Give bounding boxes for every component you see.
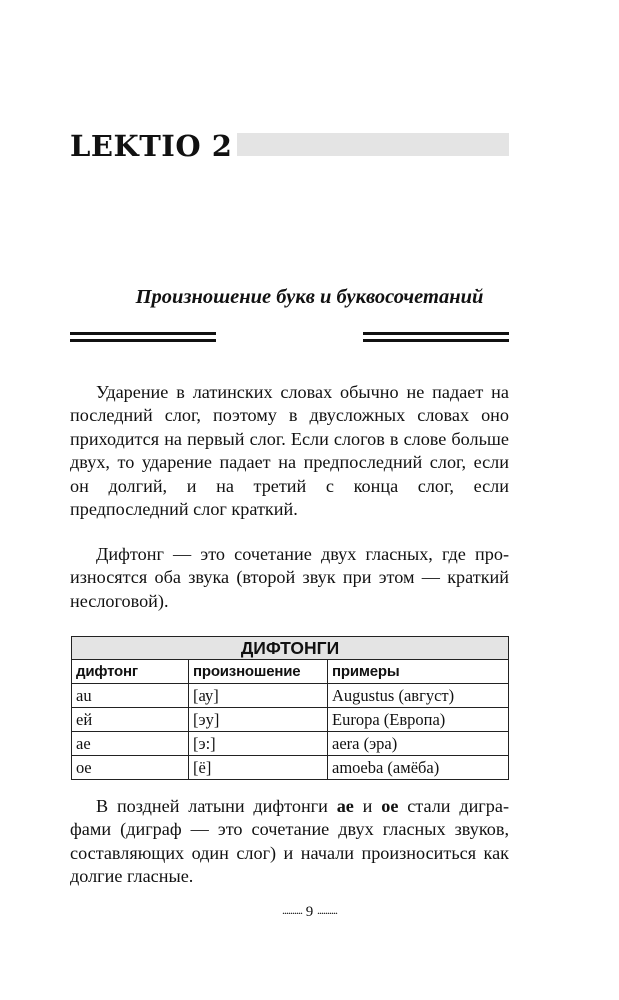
page-number [0, 900, 619, 922]
table-row [72, 732, 509, 756]
table-cell-diphthong: oe [72, 756, 189, 780]
digraph-oe: oe [381, 796, 399, 816]
late-latin-text-3: стали диграфами (диграф — это сочетание двух гласных звуков, составляющих один слог) и начали произноситься как долгие гласные. [70, 796, 509, 887]
column-header-diphthong: дифтонг [72, 660, 189, 684]
section-heading: Произношение букв и буквосочетаний [135, 286, 484, 308]
page-number-dots-right: .......... [317, 903, 337, 917]
left-double-rule [70, 332, 216, 342]
table-row [72, 684, 509, 708]
digraph-ae: ae [336, 796, 354, 816]
table-cell-pronunciation: [ау] [189, 684, 328, 708]
table-row [72, 708, 509, 732]
table-cell-example: Augustus (август) [328, 684, 509, 708]
table-cell-diphthong: au [72, 684, 189, 708]
late-latin-text-1: В поздней латыни дифтонги [96, 796, 337, 816]
page-number-dots-left: .......... [282, 903, 302, 917]
table-row [72, 756, 509, 780]
late-latin-paragraph [70, 795, 509, 889]
table-cell-diphthong: ей [72, 708, 189, 732]
column-header-pronunciation: произношение [189, 660, 328, 684]
table-header-row [72, 660, 509, 684]
table-cell-example: amoeba (амёба) [328, 756, 509, 780]
lesson-title: LEKTIO 2 [70, 129, 233, 163]
table-cell-example: Europa (Европа) [328, 708, 509, 732]
diphthong-paragraph: Дифтонг — это сочетание двух гласных, где произносятся оба звука (второй звук при этом — краткий неслоговой). [70, 544, 509, 611]
stress-paragraph: Ударение в латинских словах обычно не падает на последний слог, поэтому в двусложных словах оно приходится на первый слог. Если слогов в слове больше двух, то ударение падает на предпоследний слог, если он долгий, и на третий с конца слог, если предпоследний слог краткий. [70, 382, 509, 520]
table-caption: ДИФТОНГИ [72, 637, 509, 660]
table-cell-example: aera (эра) [328, 732, 509, 756]
title-decorative-bar [237, 133, 509, 156]
table-cell-pronunciation: [эу] [189, 708, 328, 732]
table-cell-diphthong: ae [72, 732, 189, 756]
table-cell-pronunciation: [ё] [189, 756, 328, 780]
column-header-examples: примеры [328, 660, 509, 684]
right-double-rule [363, 332, 509, 342]
table-cell-pronunciation: [э:] [189, 732, 328, 756]
page-number-value: 9 [305, 904, 314, 920]
late-latin-text-2: и [353, 796, 382, 816]
table-caption-row [72, 637, 509, 660]
diphthongs-table [71, 636, 509, 780]
